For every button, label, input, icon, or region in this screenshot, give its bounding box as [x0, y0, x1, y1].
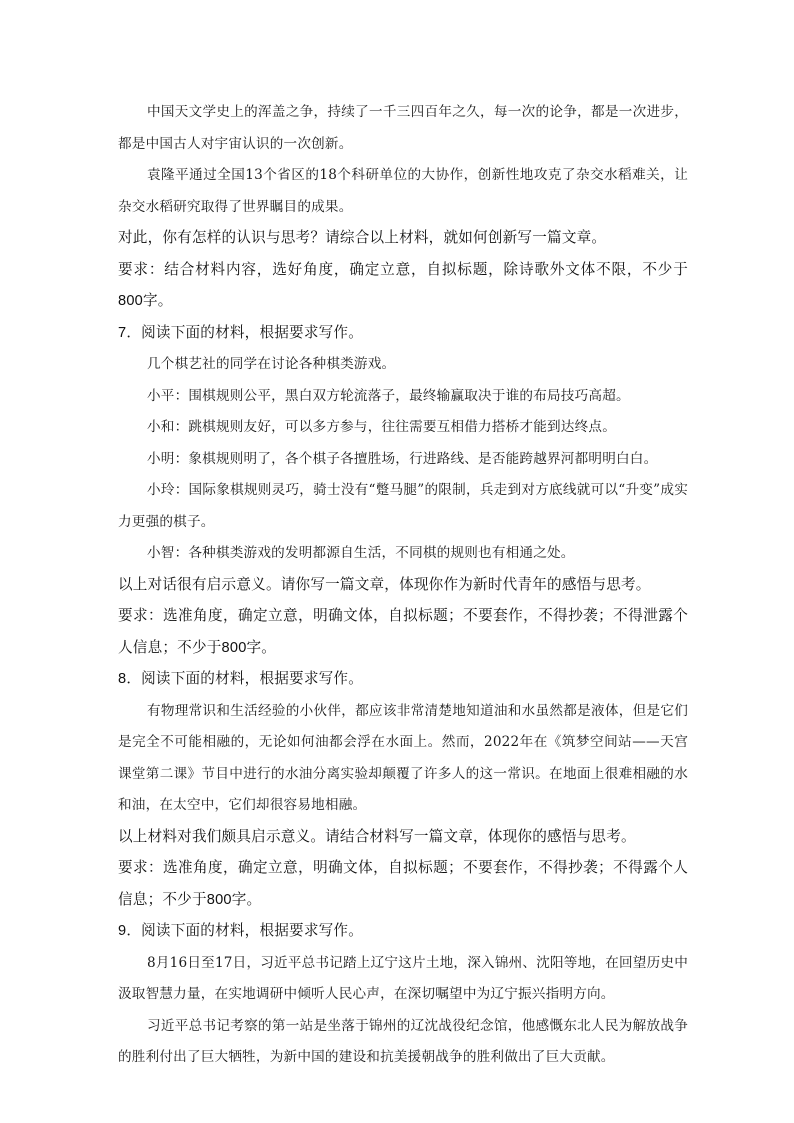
prompt-question: 对此，你有怎样的认识与思考？请综合以上材料，就如何创新写一篇文章。: [118, 230, 607, 246]
prompt-7-question: 以上对话很有启示意义。请你写一篇文章，体现你作为新时代青年的感悟与思考。: [118, 576, 651, 593]
dialogue-xiaoping: 小平：围棋规则公平，黑白双方轮流落子，最终输赢取决于谁的布局技巧高超。: [147, 387, 630, 404]
prompt-7-requirements: 要求：选准角度，确定立意，明确文体，自拟标题；不要套作，不得抄袭；不得泄露个人信息；不少于800字。: [118, 608, 688, 656]
material-intro: 几个棋艺社的同学在讨论各种棋类游戏。: [147, 356, 396, 372]
question-8-heading: 8．阅读下面的材料，根据要求写作。: [118, 671, 364, 687]
prompt-8-question: 以上材料对我们颇具启示意义。请结合材料写一篇文章，体现你的感悟与思考。: [118, 828, 636, 845]
prompt-8-requirements: 要求：选准角度，确定立意，明确文体，自拟标题；不要套作，不得抄袭；不得露个人信息；不少于800字。: [118, 860, 688, 908]
material-liaoning-visit: 8月16日至17日，习近平总书记踏上辽宁这片土地，深入锦州、沈阳等地，在回望历史中汲取智慧力量，在实地调研中倾听人民心声，在深切嘱望中为辽宁振兴指明方向。: [118, 954, 688, 1002]
dialogue-xiaozhi: 小智：各种棋类游戏的发明都源自生活，不同棋的规则也有相通之处。: [147, 545, 575, 561]
document-body: [118, 97, 688, 1074]
paragraph-yuan-longping: 袁隆平通过全国13个省区的18个科研单位的大协作，创新性地攻克了杂交水稻难关，让杂交水稻研究取得了世界瞩目的成果。: [118, 167, 688, 215]
question-7-heading: 7．阅读下面的材料，根据要求写作。: [118, 324, 364, 341]
dialogue-xiaoming: 小明：象棋规则明了，各个棋子各擅胜场，行进路线、是否能跨越界河都明明白白。: [147, 450, 658, 467]
material-oil-water: 有物理常识和生活经验的小伙伴，都应该非常清楚地知道油和水虽然都是液体，但是它们是完全不可能相融的，无论如何油都会浮在水面上。然而，2022年在《筑梦空间站——天宫课堂第二课》节目中进行的水油分离实验却颠覆了许多人的这一常识。在地面上很难相融的水和油，在太空中，它们却很容易地相融。: [118, 702, 688, 813]
paragraph-debate-cosmology: 中国天文学史上的浑盖之争，持续了一千三四百年之久，每一次的论争，都是一次进步，都是中国古人对宇宙认识的一次创新。: [118, 104, 688, 152]
prompt-requirements: 要求：结合材料内容，选好角度，确定立意，自拟标题，除诗歌外文体不限，不少于800字。: [118, 261, 688, 309]
dialogue-xiaoling: 小玲：国际象棋规则灵巧，骑士没有“蹩马腿”的限制，兵走到对方底线就可以“升变”成实力更强的棋子。: [118, 482, 688, 530]
material-memorial-hall: 习近平总书记考察的第一站是坐落于锦州的辽沈战役纪念馆，他感慨东北人民为解放战争的胜利付出了巨大牺牲，为新中国的建设和抗美援朝战争的胜利做出了巨大贡献。: [118, 1017, 688, 1065]
dialogue-xiaohe: 小和：跳棋规则友好，可以多方参与，往往需要互相借力搭桥才能到达终点。: [147, 419, 616, 435]
question-9-heading: 9．阅读下面的材料，根据要求写作。: [118, 923, 364, 939]
